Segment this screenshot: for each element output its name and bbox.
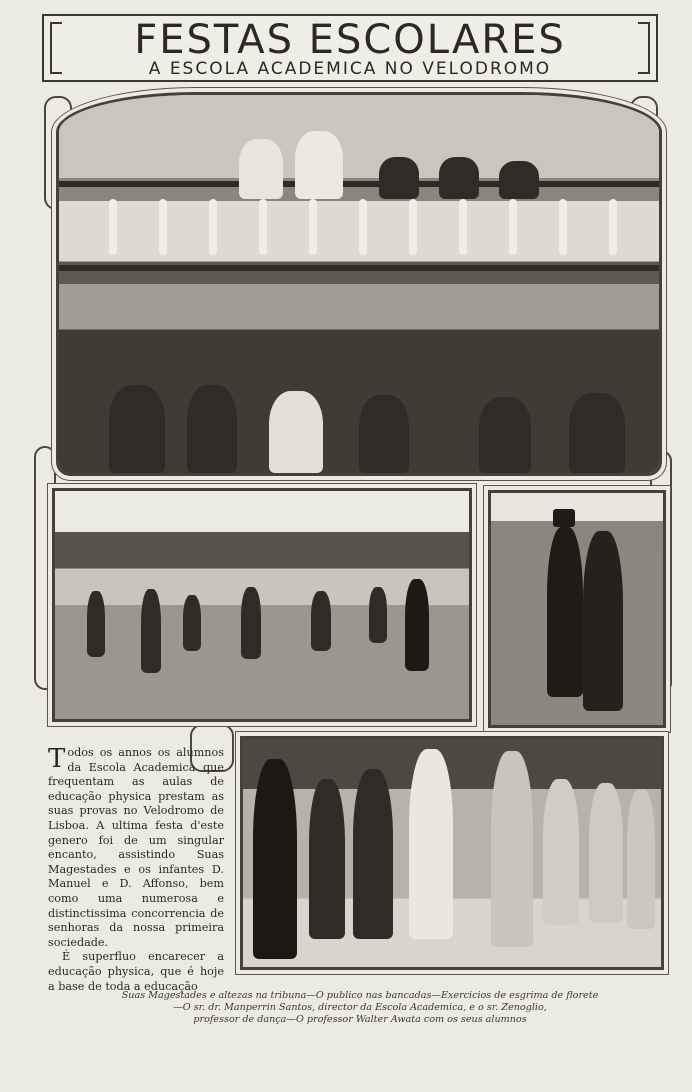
photo-director-and-professor — [488, 490, 666, 728]
page-title: FESTAS ESCOLARES — [134, 17, 566, 63]
photo-fencing-exercises — [52, 488, 472, 722]
caption-line-1: Suas Magestades e altezas na tribuna—O publico nas bancadas—Exercicios de esgrima de florete — [121, 990, 599, 1001]
figure-spectator — [187, 385, 237, 473]
photo-royal-tribune — [56, 92, 662, 476]
article-body — [48, 746, 224, 994]
figure-spectator — [479, 397, 531, 473]
photo-caption — [60, 990, 660, 1026]
figure-lady — [295, 131, 343, 199]
figure-gentleman — [439, 157, 479, 199]
baluster — [309, 199, 317, 255]
figure-spectator — [359, 395, 409, 473]
figure-student — [589, 783, 623, 923]
article-paragraph-2: É superfluo encarecer a educação physica, que é hoje a base de toda a educação — [48, 950, 224, 993]
figure-director — [547, 527, 583, 697]
figure-spectator — [109, 385, 165, 473]
dropcap: T — [48, 744, 66, 774]
baluster — [159, 199, 167, 255]
title-banner — [42, 14, 658, 82]
figure-lady — [239, 139, 283, 199]
baluster — [459, 199, 467, 255]
figure-student — [627, 789, 655, 929]
figure-student — [543, 779, 579, 925]
baluster — [509, 199, 517, 255]
baluster — [609, 199, 617, 255]
balcony-rail — [59, 181, 659, 187]
figure-spectator — [569, 393, 625, 473]
photo-professor-with-students — [240, 736, 664, 970]
article-paragraph-1-text: odos os annos os alumnos da Escola Academica que frequentam as aulas de educação physica prestam as suas provas no Velodromo de Lisboa. A ultima festa d'este genero foi de um singular encanto, assistindo Suas Magestades e os infantes D. Manuel e D. Affonso, bem como uma numerosa e distinctissima concorrencia de senhoras da nossa primeira sociedade. — [48, 746, 224, 949]
caption-line-3: professor de dança—O professor Walter Awata com os seus alumnos — [193, 1014, 527, 1025]
baluster — [209, 199, 217, 255]
figure-fencer — [311, 591, 331, 651]
article-paragraph-1 — [48, 746, 224, 950]
figure-fencer — [369, 587, 387, 643]
top-hat-icon — [553, 509, 575, 527]
figure-student — [253, 759, 297, 959]
baluster — [259, 199, 267, 255]
figure-student — [353, 769, 393, 939]
page-subtitle: A ESCOLA ACADEMICA NO VELODROMO — [148, 59, 552, 79]
figure-fencer — [183, 595, 201, 651]
figure-instructor — [405, 579, 429, 671]
figure-student — [491, 751, 533, 947]
baluster — [409, 199, 417, 255]
figure-gentleman — [499, 161, 539, 199]
figure-professor — [583, 531, 623, 711]
baluster — [359, 199, 367, 255]
figure-fencer — [241, 587, 261, 659]
figure-gentleman — [379, 157, 419, 199]
balcony-base — [59, 265, 659, 271]
figure-fencer — [87, 591, 105, 657]
caption-line-2: —O sr. dr. Manperrin Santos, director da Escola Academica, e o sr. Zenoglio, — [173, 1002, 547, 1013]
figure-spectator — [269, 391, 323, 473]
baluster — [559, 199, 567, 255]
figure-student — [309, 779, 345, 939]
figure-professor — [409, 749, 453, 939]
baluster — [109, 199, 117, 255]
figure-fencer — [141, 589, 161, 673]
